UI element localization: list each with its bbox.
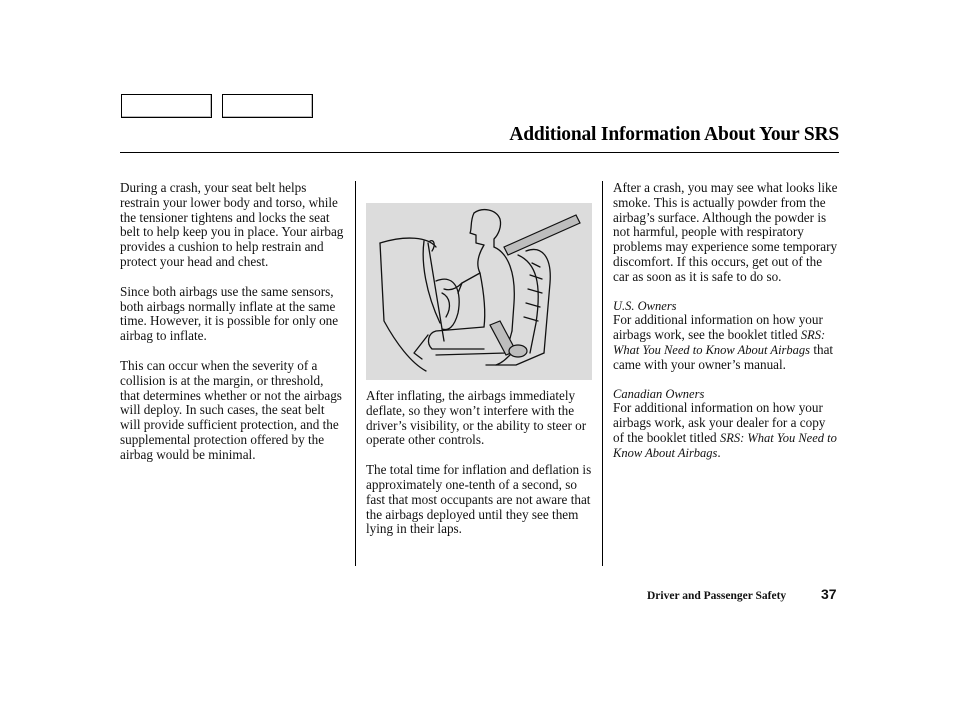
us-owners-text-b: that came with your owner’s manual. xyxy=(613,341,834,372)
paragraph-seatbelt-airbag: During a crash, your seat belt helps restrain your lower body and torso, while the tensioner tightens and locks the seat belt to help keep you in place. Your airbag provides a cushion to help restrain and protect your head and chest. xyxy=(120,180,344,269)
column-divider-right xyxy=(602,181,603,566)
paragraph-powder: After a crash, you may see what looks like smoke. This is actually powder from the airbag’s surface. Although the powder is not harmful, people with respiratory problems may experience some temporary discomfort. If this occurs, get out of the car as soon as it is safe to do so. xyxy=(613,180,838,284)
title-rule xyxy=(120,152,839,153)
page-number: 37 xyxy=(821,586,837,602)
paragraph-threshold: This can occur when the severity of a collision is at the margin, or threshold, that determines whether or not the airbags will deploy. In such cases, the seat belt will provide sufficient protection, and the supplemental protection offered by the airbag would be minimal. xyxy=(120,357,342,462)
column-right xyxy=(613,181,839,475)
paragraph-canadian-owners xyxy=(613,401,839,460)
paragraph-us-owners xyxy=(613,313,839,372)
nav-tab-next[interactable] xyxy=(222,94,313,118)
column-divider-left xyxy=(355,181,356,566)
ca-booklet-title: SRS: What You Need to Know About Airbags xyxy=(613,430,837,460)
us-booklet-title: SRS: What You Need to Know About Airbags xyxy=(613,328,826,357)
ca-owners-text-a: For additional information on how your airbags work, ask your dealer for a copy of the booklet titled xyxy=(613,400,826,445)
paragraph-deflate: After inflating, the airbags immediately deflate, so they won’t interfere with the driver’s visibility, or the ability to steer or operate other controls. xyxy=(366,388,587,448)
nav-tab-previous[interactable] xyxy=(121,94,212,118)
ca-owners-text-b: . xyxy=(717,444,721,460)
column-middle xyxy=(366,389,594,552)
paragraph-both-airbags: Since both airbags use the same sensors, both airbags normally inflate at the same time. However, it is possible for only one airbag to inflate. xyxy=(120,283,339,344)
page-title: Additional Information About Your SRS xyxy=(509,124,839,145)
us-owners-heading: U.S. Owners xyxy=(613,298,677,313)
canadian-owners-heading: Canadian Owners xyxy=(613,386,705,401)
footer-section-name: Driver and Passenger Safety xyxy=(647,590,787,602)
driver-deflated-airbag-icon xyxy=(366,203,592,380)
column-left xyxy=(120,181,344,478)
paragraph-inflation-time: The total time for inflation and deflation is approximately one-tenth of a second, so fast that most occupants are not aware that the airbags deployed until they see them lying in their laps. xyxy=(366,462,592,537)
us-owners-text-a: For additional information on how your airbags work, see the booklet titled xyxy=(613,312,823,343)
airbag-illustration xyxy=(366,203,592,380)
